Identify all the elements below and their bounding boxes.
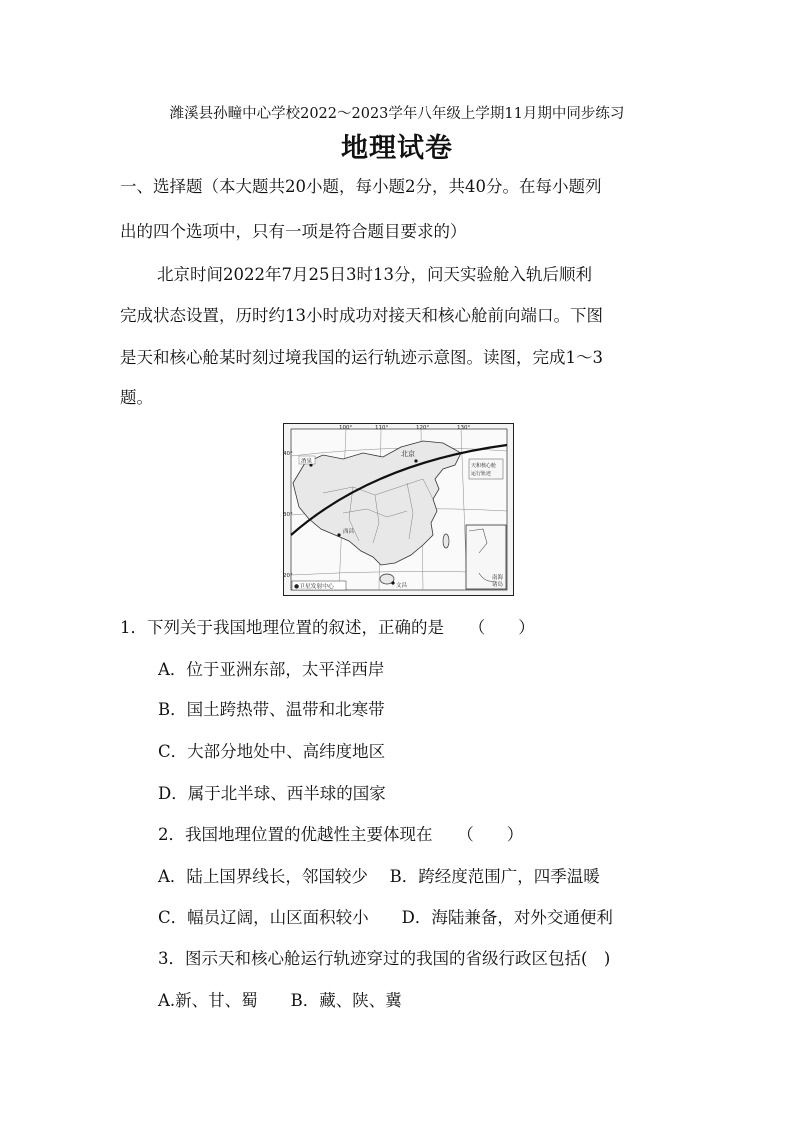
lon-label-100: 100°	[339, 425, 353, 431]
question-3-options-ab: A.新、甘、蜀 B．藏、陕、冀	[158, 991, 402, 1010]
legend-orbit	[469, 459, 503, 479]
question-1-option-c: C．大部分地处中、高纬度地区	[158, 742, 386, 761]
question-2-stem: 2．我国地理位置的优越性主要体现在 （ ）	[158, 825, 524, 844]
question-1-option-b: B．国土跨热带、温带和北寒带	[158, 700, 385, 719]
place-jiuquan: 酒泉	[301, 458, 313, 465]
place-wenchang: 文昌	[396, 583, 408, 589]
question-1-stem: 1．下列关于我国地理位置的叙述，正确的是 （ ）	[120, 618, 535, 637]
lon-label-110: 110°	[375, 425, 389, 431]
lat-label-40: 40°	[283, 451, 293, 457]
lat-label-30: 30°	[283, 512, 293, 518]
passage-line-2: 完成状态设置，历时约13小时成功对接天和核心舱前向端口。下图	[120, 306, 603, 325]
legend-orbit-line-1: 天和核心舱	[471, 463, 497, 469]
legend-launch-center	[292, 581, 346, 590]
exam-subtitle: 潍溪县孙疃中心学校2022～2023学年八年级上学期11月期中同步练习	[169, 106, 625, 122]
lon-label-120: 120°	[416, 425, 430, 431]
south-china-sea-inset	[466, 525, 506, 589]
section-heading-line-2: 出的四个选项中，只有一项是符合题目要求的）	[120, 222, 467, 241]
place-beijing: 北京	[401, 450, 415, 458]
passage-line-4: 题。	[120, 388, 153, 407]
orbit-track-map	[283, 423, 514, 596]
question-2-options-cd: C．幅员辽阔，山区面积较小 D．海陆兼备，对外交通便利	[158, 908, 613, 927]
lon-label-130: 130°	[457, 425, 471, 431]
beijing-marker	[414, 459, 417, 462]
question-1-option-d: D．属于北半球、西半球的国家	[158, 784, 386, 803]
question-1-option-a: A．位于亚洲东部，太平洋西岸	[158, 660, 385, 679]
lat-label-20: 20°	[283, 573, 293, 579]
question-2-options-ab: A．陆上国界线长，邻国较少 B．跨经度范围广，四季温暖	[158, 867, 600, 886]
taiwan-island	[443, 534, 449, 548]
section-heading-line-1: 一、选择题（本大题共20小题，每小题2分，共40分。在每小题列	[120, 177, 602, 196]
passage-line-3: 是天和核心舱某时刻过境我国的运行轨迹示意图。读图，完成1～3	[120, 348, 603, 367]
legend-orbit-line-2: 运行轨迹	[471, 471, 492, 477]
place-xichang: 西昌	[343, 529, 355, 535]
legend-launch-text: ●卫星发射中心	[294, 584, 334, 590]
inset-label-1: 南海	[492, 575, 504, 581]
inset-label-2: 诸岛	[492, 582, 504, 588]
wenchang-marker	[391, 581, 394, 584]
passage-line-1: 北京时间2022年7月25日3时13分，问天实验舱入轨后顺利	[157, 265, 592, 284]
exam-title: 地理试卷	[341, 133, 453, 164]
question-3-stem: 3．图示天和核心舱运行轨迹穿过的我国的省级行政区包括( )	[158, 949, 611, 968]
xichang-marker	[337, 533, 340, 536]
